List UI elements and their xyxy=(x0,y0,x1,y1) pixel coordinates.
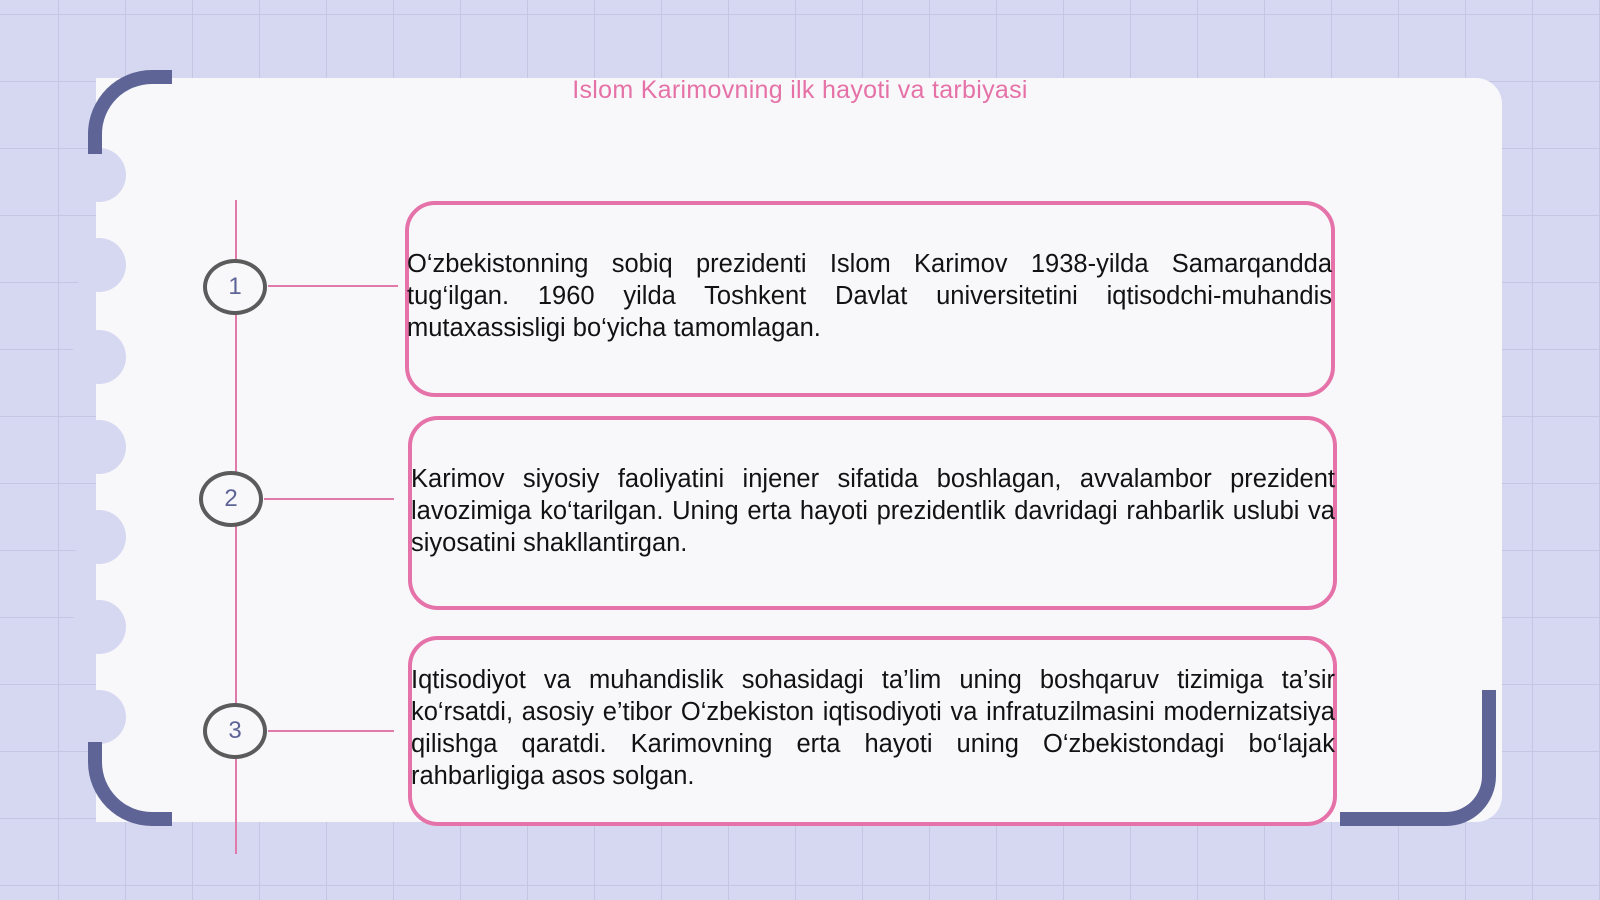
step-text-3: Iqtisodiyot va muhandislik sohasidagi ta’lim uning boshqaruv tizimiga ta’sir ko‘rsatdi, asosiy e’tibor O‘zbekiston iqtisodiyoti va infratuzilmasini modernizatsiya qilishga qaratdi. Karimovning erta hayoti uning O‘zbekistondagi bo‘lajak rahbarligiga asos solgan. xyxy=(411,666,1335,790)
scallop-edge xyxy=(72,510,126,564)
frame-corner-bottom-right xyxy=(1340,690,1496,826)
step-number-3: 3 xyxy=(203,703,267,759)
step-connector xyxy=(268,730,394,732)
scallop-edge xyxy=(72,420,126,474)
step-text-1: O‘zbekistonning sobiq prezidenti Islom Karimov 1938-yilda Samarqandda tug‘ilgan. 1960 yilda Toshkent Davlat universitetini iqtisodchi-muhandis mutaxassisligi bo‘yicha tamomlagan. xyxy=(407,250,1332,342)
scallop-edge xyxy=(72,148,126,202)
scallop-edge xyxy=(72,330,126,384)
step-text-2: Karimov siyosiy faoliyatini injener sifatida boshlagan, avvalambor prezident lavozimiga ko‘tarilgan. Uning erta hayoti prezidentlik davridagi rahbarlik uslubi va siyosatini shakllantirgan. xyxy=(411,465,1335,557)
scallop-edge xyxy=(72,238,126,292)
step-number-2: 2 xyxy=(199,471,263,527)
page-title: Islom Karimovning ilk hayoti va tarbiyasi xyxy=(572,76,1028,104)
step-connector xyxy=(264,498,394,500)
scallop-edge xyxy=(72,690,126,744)
scallop-edge xyxy=(72,600,126,654)
step-connector xyxy=(268,285,398,287)
step-number-1: 1 xyxy=(203,259,267,315)
